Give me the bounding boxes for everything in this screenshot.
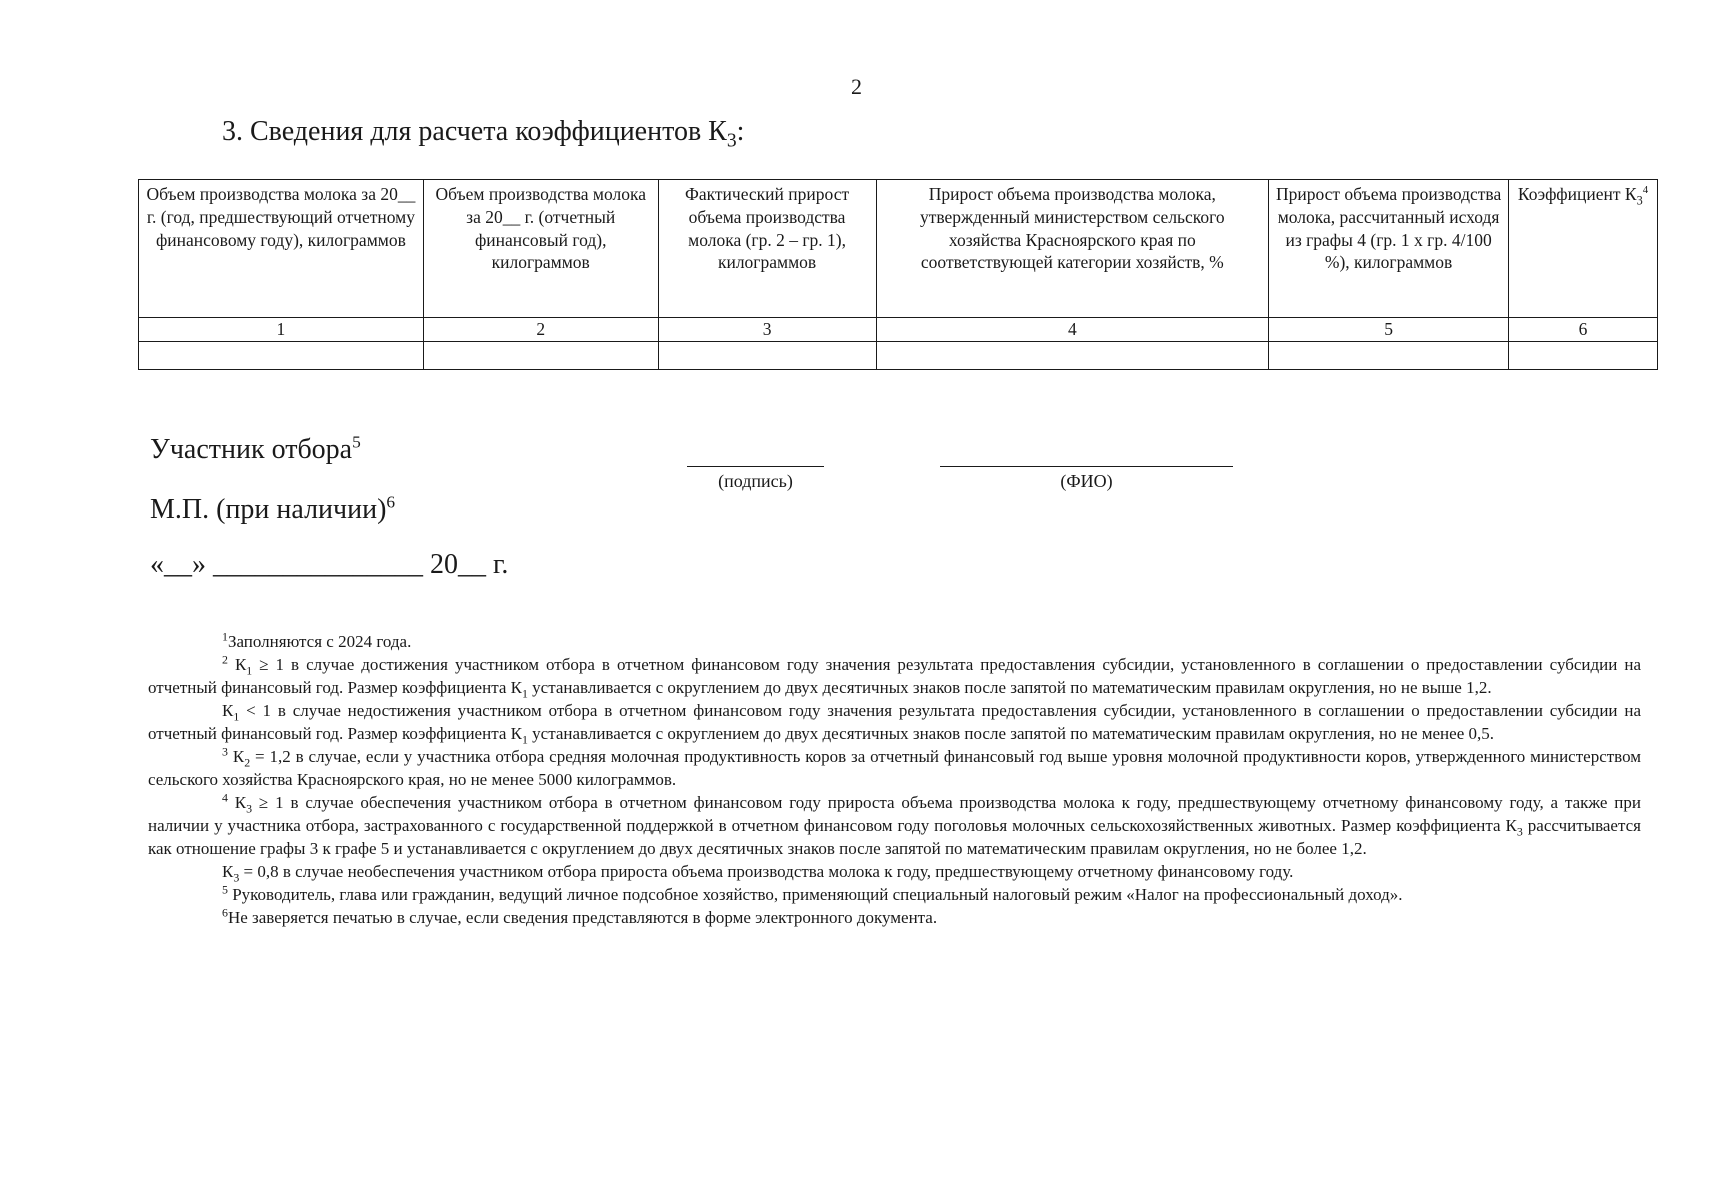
table-column-number: 5 <box>1269 318 1509 342</box>
table-header-cell: Объем производства молока за 20__ г. (отчетный финансовый год), килограммов <box>423 180 658 318</box>
table-header-cell: Прирост объема производства молока, утвержденный министерством сельского хозяйства Красноярского края по соответствующей категории хозяйств, % <box>876 180 1269 318</box>
table-column-number: 1 <box>139 318 424 342</box>
footnote-4: $^4$ $К_3 \ge 1$ в случае обеспечения участником отбора в отчетном финансовом году прироста объема производства молока к году, предшествующему отчетному финансовому году, а также при наличии у участника отбора, застрахованного с государственной поддержкой в отчетном финансовом году поголовья молочных сельскохозяйственных животных. Размер коэффициента $К_3$ рассчитывается как отношение графы 3 к графе 5 и устанавливается с округлением до двух десятичных знаков после запятой по математическим правилам округления, но не более 1,2. <box>148 790 1641 858</box>
footnote-4-continued: $К_3 = 0,8$ в случае необеспечения участником отбора прироста объема производства молока к году, предшествующему отчетному финансовому году. <box>222 862 1294 885</box>
footnotes <box>148 630 1641 929</box>
table-column-number: 3 <box>658 318 876 342</box>
footnote-3: $^3$ $К_2 = 1,2$ в случае, если у участника отбора средняя молочная продуктивность коров за отчетный финансовый год выше уровня молочной продуктивности коров, утвержденного министерством сельского хозяйства Красноярского края, но не менее 5000 килограммов. <box>148 744 1642 789</box>
table-cell[interactable] <box>423 341 658 369</box>
k3-table <box>138 179 1658 370</box>
table-header-cell: Фактический прирост объема производства молока (гр. 2 – гр. 1), килограммов <box>658 180 876 318</box>
signature-line[interactable] <box>687 466 824 467</box>
table-cell[interactable] <box>1509 341 1658 369</box>
table-header-cell: Прирост объема производства молока, рассчитанный исходя из графы 4 (гр. 1 х гр. 4/100 %), килограммов <box>1269 180 1509 318</box>
page-number: 2 <box>851 74 862 99</box>
footnote-1: $^1$Заполняются с 2024 года. <box>222 629 412 651</box>
participant-label: Участник отбора$^5$ <box>150 432 361 465</box>
table-row <box>139 341 1658 369</box>
table-header-cell: Объем производства молока за 20__ г. (год, предшествующий отчетному финансовому году), килограммов <box>139 180 424 318</box>
footnote-5: $^5$ Руководитель, глава или гражданин, ведущий личное подсобное хозяйство, применяющий специальный налоговый режим «Налог на профессиональный доход». <box>222 882 1403 904</box>
table-header-cell: Коэффициент $К_3^4$ <box>1509 180 1658 318</box>
table-column-number: 2 <box>423 318 658 342</box>
table-header-row <box>139 180 1658 318</box>
table-column-number: 4 <box>876 318 1269 342</box>
date-line: «__» _______________ 20__ г. <box>150 549 509 580</box>
table-cell[interactable] <box>1269 341 1509 369</box>
footnote-2: $^2$ $К_1 \ge 1$ в случае достижения участником отбора в отчетном финансовом году значения результата предоставления субсидии, установленного в соглашении о предоставлении субсидии на отчетный финансовый год. Размер коэффициента $К_1$ устанавливается с округлением до двух десятичных знаков после запятой по математическим правилам округления, но не выше 1,2. <box>148 652 1642 701</box>
signature-caption: (подпись) <box>718 471 793 491</box>
footnote-2-continued: $К_1 < 1$ в случае недостижения участником отбора в отчетном финансовом году значения результата предоставления субсидии, установленного в соглашении о предоставлении субсидии на отчетный финансовый год. Размер коэффициента $К_1$ устанавливается с округлением до двух десятичных знаков после запятой по математическим правилам округления, но не менее 0,5. <box>148 701 1641 747</box>
table-cell[interactable] <box>876 341 1269 369</box>
footnote-6: $^6$Не заверяется печатью в случае, если сведения представляются в форме электронного документа. <box>222 905 938 927</box>
section-title: 3. Сведения для расчета коэффициентов $К_3$: <box>222 116 745 152</box>
table-cell[interactable] <box>658 341 876 369</box>
table-column-number: 6 <box>1509 318 1658 342</box>
name-caption: (ФИО) <box>1060 471 1113 491</box>
table-column-number-row <box>139 318 1658 342</box>
stamp-label: М.П. (при наличии)$^6$ <box>150 492 396 525</box>
table-cell[interactable] <box>139 341 424 369</box>
name-line[interactable] <box>940 466 1233 467</box>
